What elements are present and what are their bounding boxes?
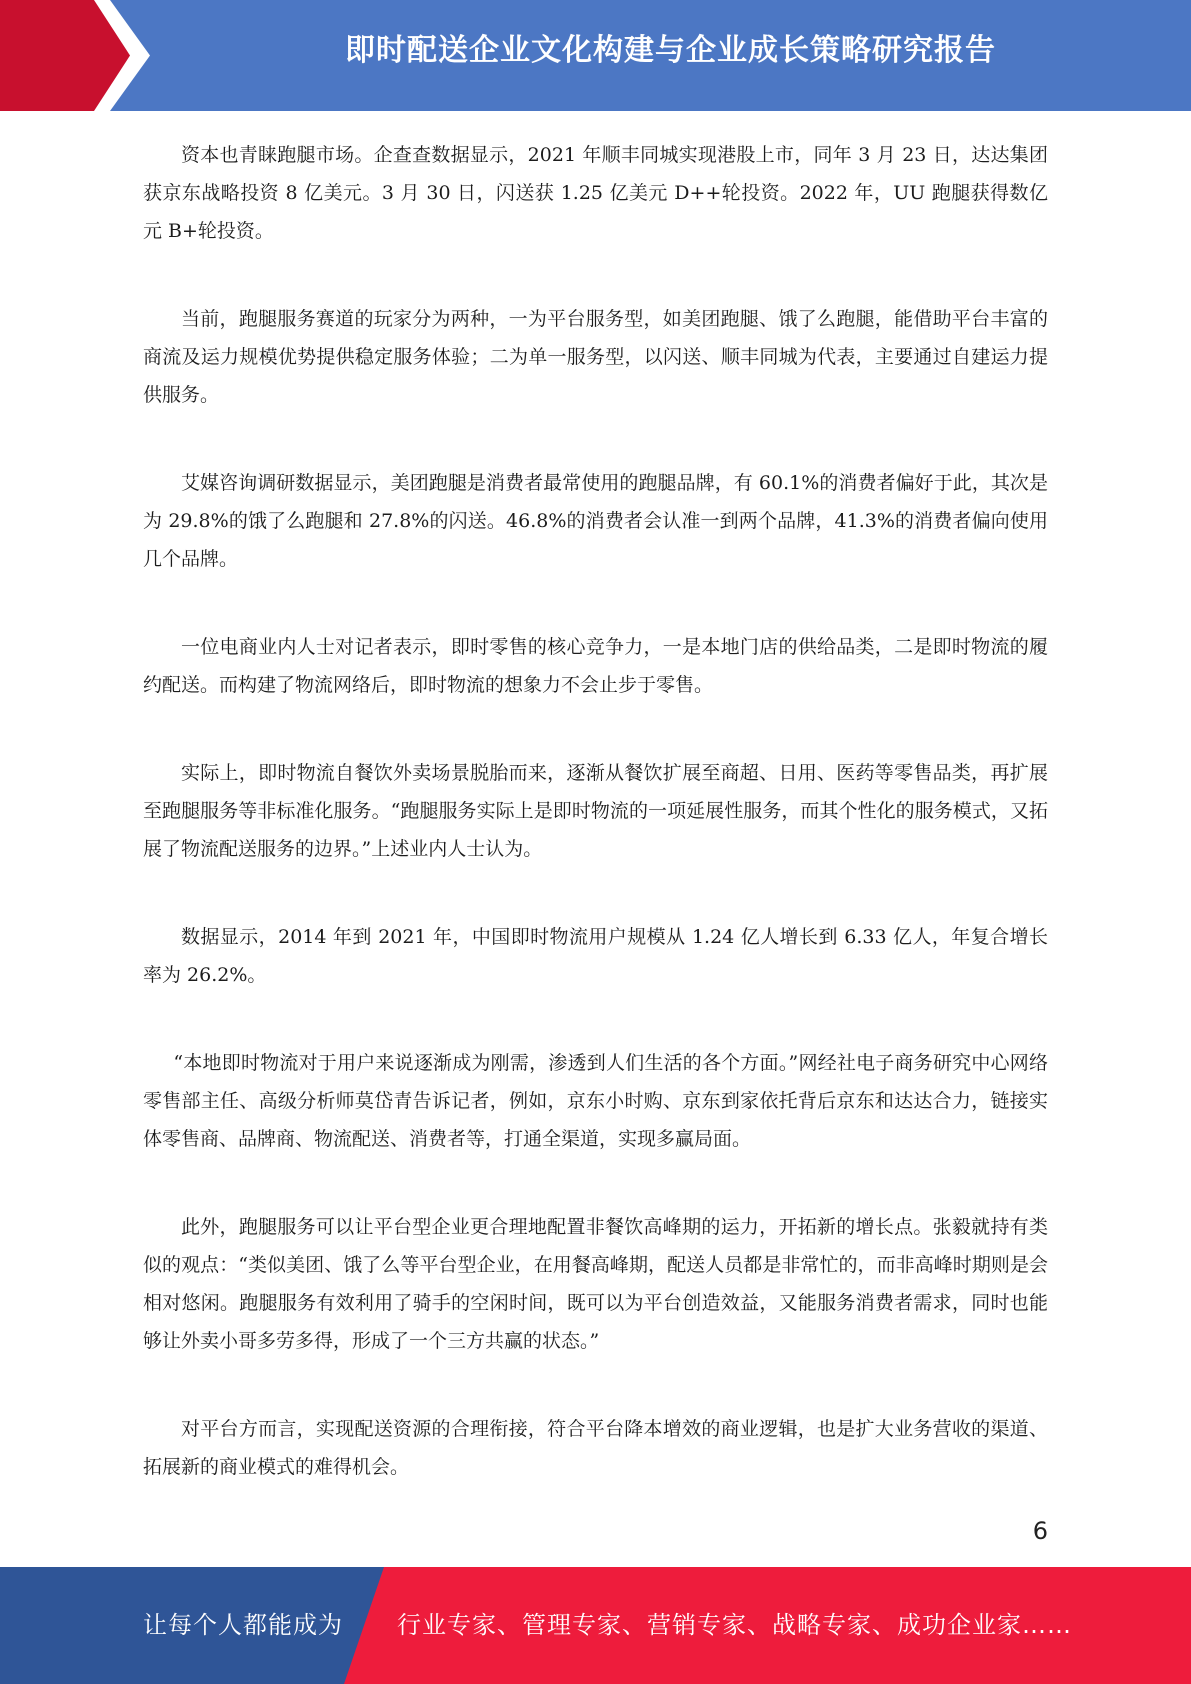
paragraph: 一位电商业内人士对记者表示，即时零售的核心竞争力，一是本地门店的供给品类，二是即时物流的履约配送。而构建了物流网络后，即时物流的想象力不会止步于零售。 (143, 636, 1048, 696)
paragraph: “本地即时物流对于用户来说逐渐成为刚需，渗透到人们生活的各个方面。”网经社电子商务研究中心网络零售部主任、高级分析师莫岱青告诉记者，例如，京东小时购、京东到家依托背后京东和达达合力，链接实体零售商、品牌商、物流配送、消费者等，打通全渠道，实现多赢局面。 (143, 1052, 1048, 1150)
header-chevron-decoration (0, 0, 150, 111)
footer-slogan-right: 行业专家、管理专家、营销专家、战略专家、成功企业家…… (397, 1611, 1072, 1639)
page-header (0, 0, 1191, 111)
paragraph: 此外，跑腿服务可以让平台型企业更合理地配置非餐饮高峰期的运力，开拓新的增长点。张毅就持有类似的观点：“类似美团、饿了么等平台型企业，在用餐高峰期，配送人员都是非常忙的，而非高峰时期则是会相对悠闲。跑腿服务有效利用了骑手的空闲时间，既可以为平台创造效益，又能服务消费者需求，同时也能够让外卖小哥多劳多得，形成了一个三方共赢的状态。” (143, 1216, 1048, 1352)
page-footer (0, 1567, 1191, 1684)
paragraph: 当前，跑腿服务赛道的玩家分为两种，一为平台服务型，如美团跑腿、饿了么跑腿，能借助平台丰富的商流及运力规模优势提供稳定服务体验；二为单一服务型，以闪送、顺丰同城为代表，主要通过自建运力提供服务。 (143, 308, 1048, 406)
report-title: 即时配送企业文化构建与企业成长策略研究报告 (345, 33, 996, 68)
footer-slogan-left: 让每个人都能成为 (143, 1611, 343, 1639)
article-body (143, 136, 1048, 1536)
paragraph: 实际上，即时物流自餐饮外卖场景脱胎而来，逐渐从餐饮扩展至商超、日用、医药等零售品类，再扩展至跑腿服务等非标准化服务。“跑腿服务实际上是即时物流的一项延展性服务，而其个性化的服务模式，又拓展了物流配送服务的边界。”上述业内人士认为。 (143, 762, 1048, 860)
paragraph: 资本也青睐跑腿市场。企查查数据显示，2021 年顺丰同城实现港股上市，同年 3 月 23 日，达达集团获京东战略投资 8 亿美元。3 月 30 日，闪送获 1.25 亿美元 D++轮投资。2022 年，UU 跑腿获得数亿元 B+轮投资。 (143, 144, 1048, 242)
paragraph: 数据显示，2014 年到 2021 年，中国即时物流用户规模从 1.24 亿人增长到 6.33 亿人，年复合增长率为 26.2%。 (143, 926, 1048, 986)
paragraph: 艾媒咨询调研数据显示，美团跑腿是消费者最常使用的跑腿品牌，有 60.1%的消费者偏好于此，其次是为 29.8%的饿了么跑腿和 27.8%的闪送。46.8%的消费者会认准一到两个品牌，41.3%的消费者偏向使用几个品牌。 (143, 472, 1048, 570)
paragraph: 对平台方而言，实现配送资源的合理衔接，符合平台降本增效的商业逻辑，也是扩大业务营收的渠道、拓展新的商业模式的难得机会。 (143, 1418, 1048, 1478)
page-number: 6 (1032, 1517, 1048, 1545)
